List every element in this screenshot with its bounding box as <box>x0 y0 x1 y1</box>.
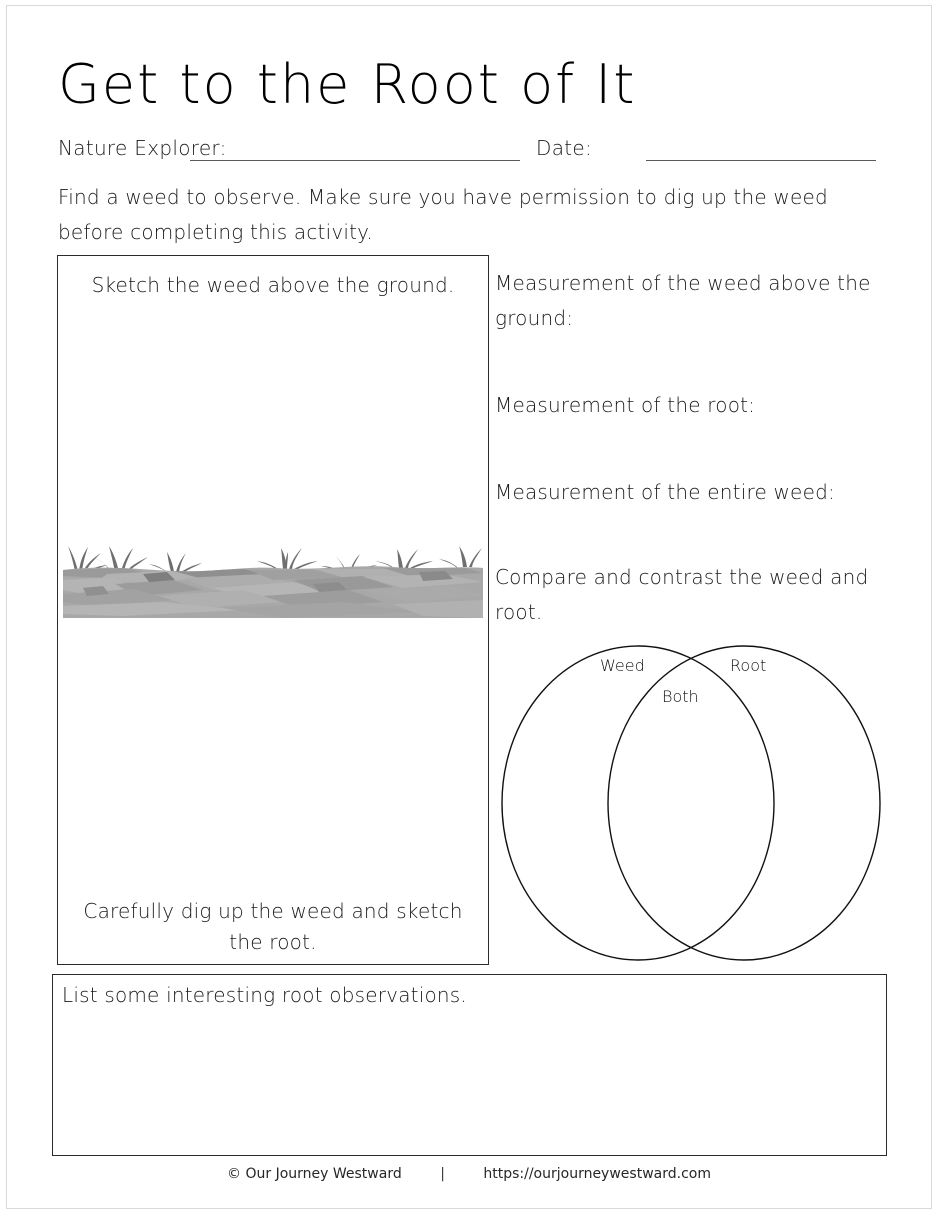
date-write-line[interactable] <box>646 160 876 161</box>
footer-url: https://ourjourneywestward.com <box>483 1166 711 1182</box>
footer-copyright: © Our Journey Westward <box>227 1166 402 1182</box>
page-footer <box>0 1166 938 1182</box>
venn-label-both: Both <box>662 687 699 706</box>
page-title: Get to the Root of It <box>58 53 637 116</box>
venn-diagram[interactable] <box>492 638 890 968</box>
venn-circle-weed <box>502 646 774 960</box>
sketch-box[interactable] <box>57 255 489 965</box>
footer-separator: | <box>440 1166 445 1182</box>
prompt-compare-contrast: Compare and contrast the weed and root. <box>495 565 869 624</box>
venn-label-weed: Weed <box>600 656 645 675</box>
prompt-measurement-root: Measurement of the root: <box>495 393 756 417</box>
sketch-top-caption: Sketch the weed above the ground. <box>91 273 455 297</box>
instructions-paragraph: Find a weed to observe. Make sure you have permission to dig up the weed before completing this activity. <box>58 185 828 244</box>
sketch-bottom-caption: Carefully dig up the weed and sketch the root. <box>83 899 463 954</box>
date-label: Date: <box>536 136 593 160</box>
root-observations-box[interactable] <box>52 974 887 1156</box>
prompt-measurement-above-ground: Measurement of the weed above the ground: <box>495 271 871 330</box>
venn-circle-root <box>608 646 880 960</box>
nature-explorer-write-line[interactable] <box>190 160 520 161</box>
grass-and-soil-illustration <box>63 544 483 618</box>
nature-explorer-label: Nature Explorer: <box>58 136 227 160</box>
name-and-date-row <box>58 136 858 162</box>
venn-label-root: Root <box>730 656 767 675</box>
root-observations-label: List some interesting root observations. <box>62 983 467 1007</box>
prompt-measurement-entire-weed: Measurement of the entire weed: <box>495 480 835 504</box>
